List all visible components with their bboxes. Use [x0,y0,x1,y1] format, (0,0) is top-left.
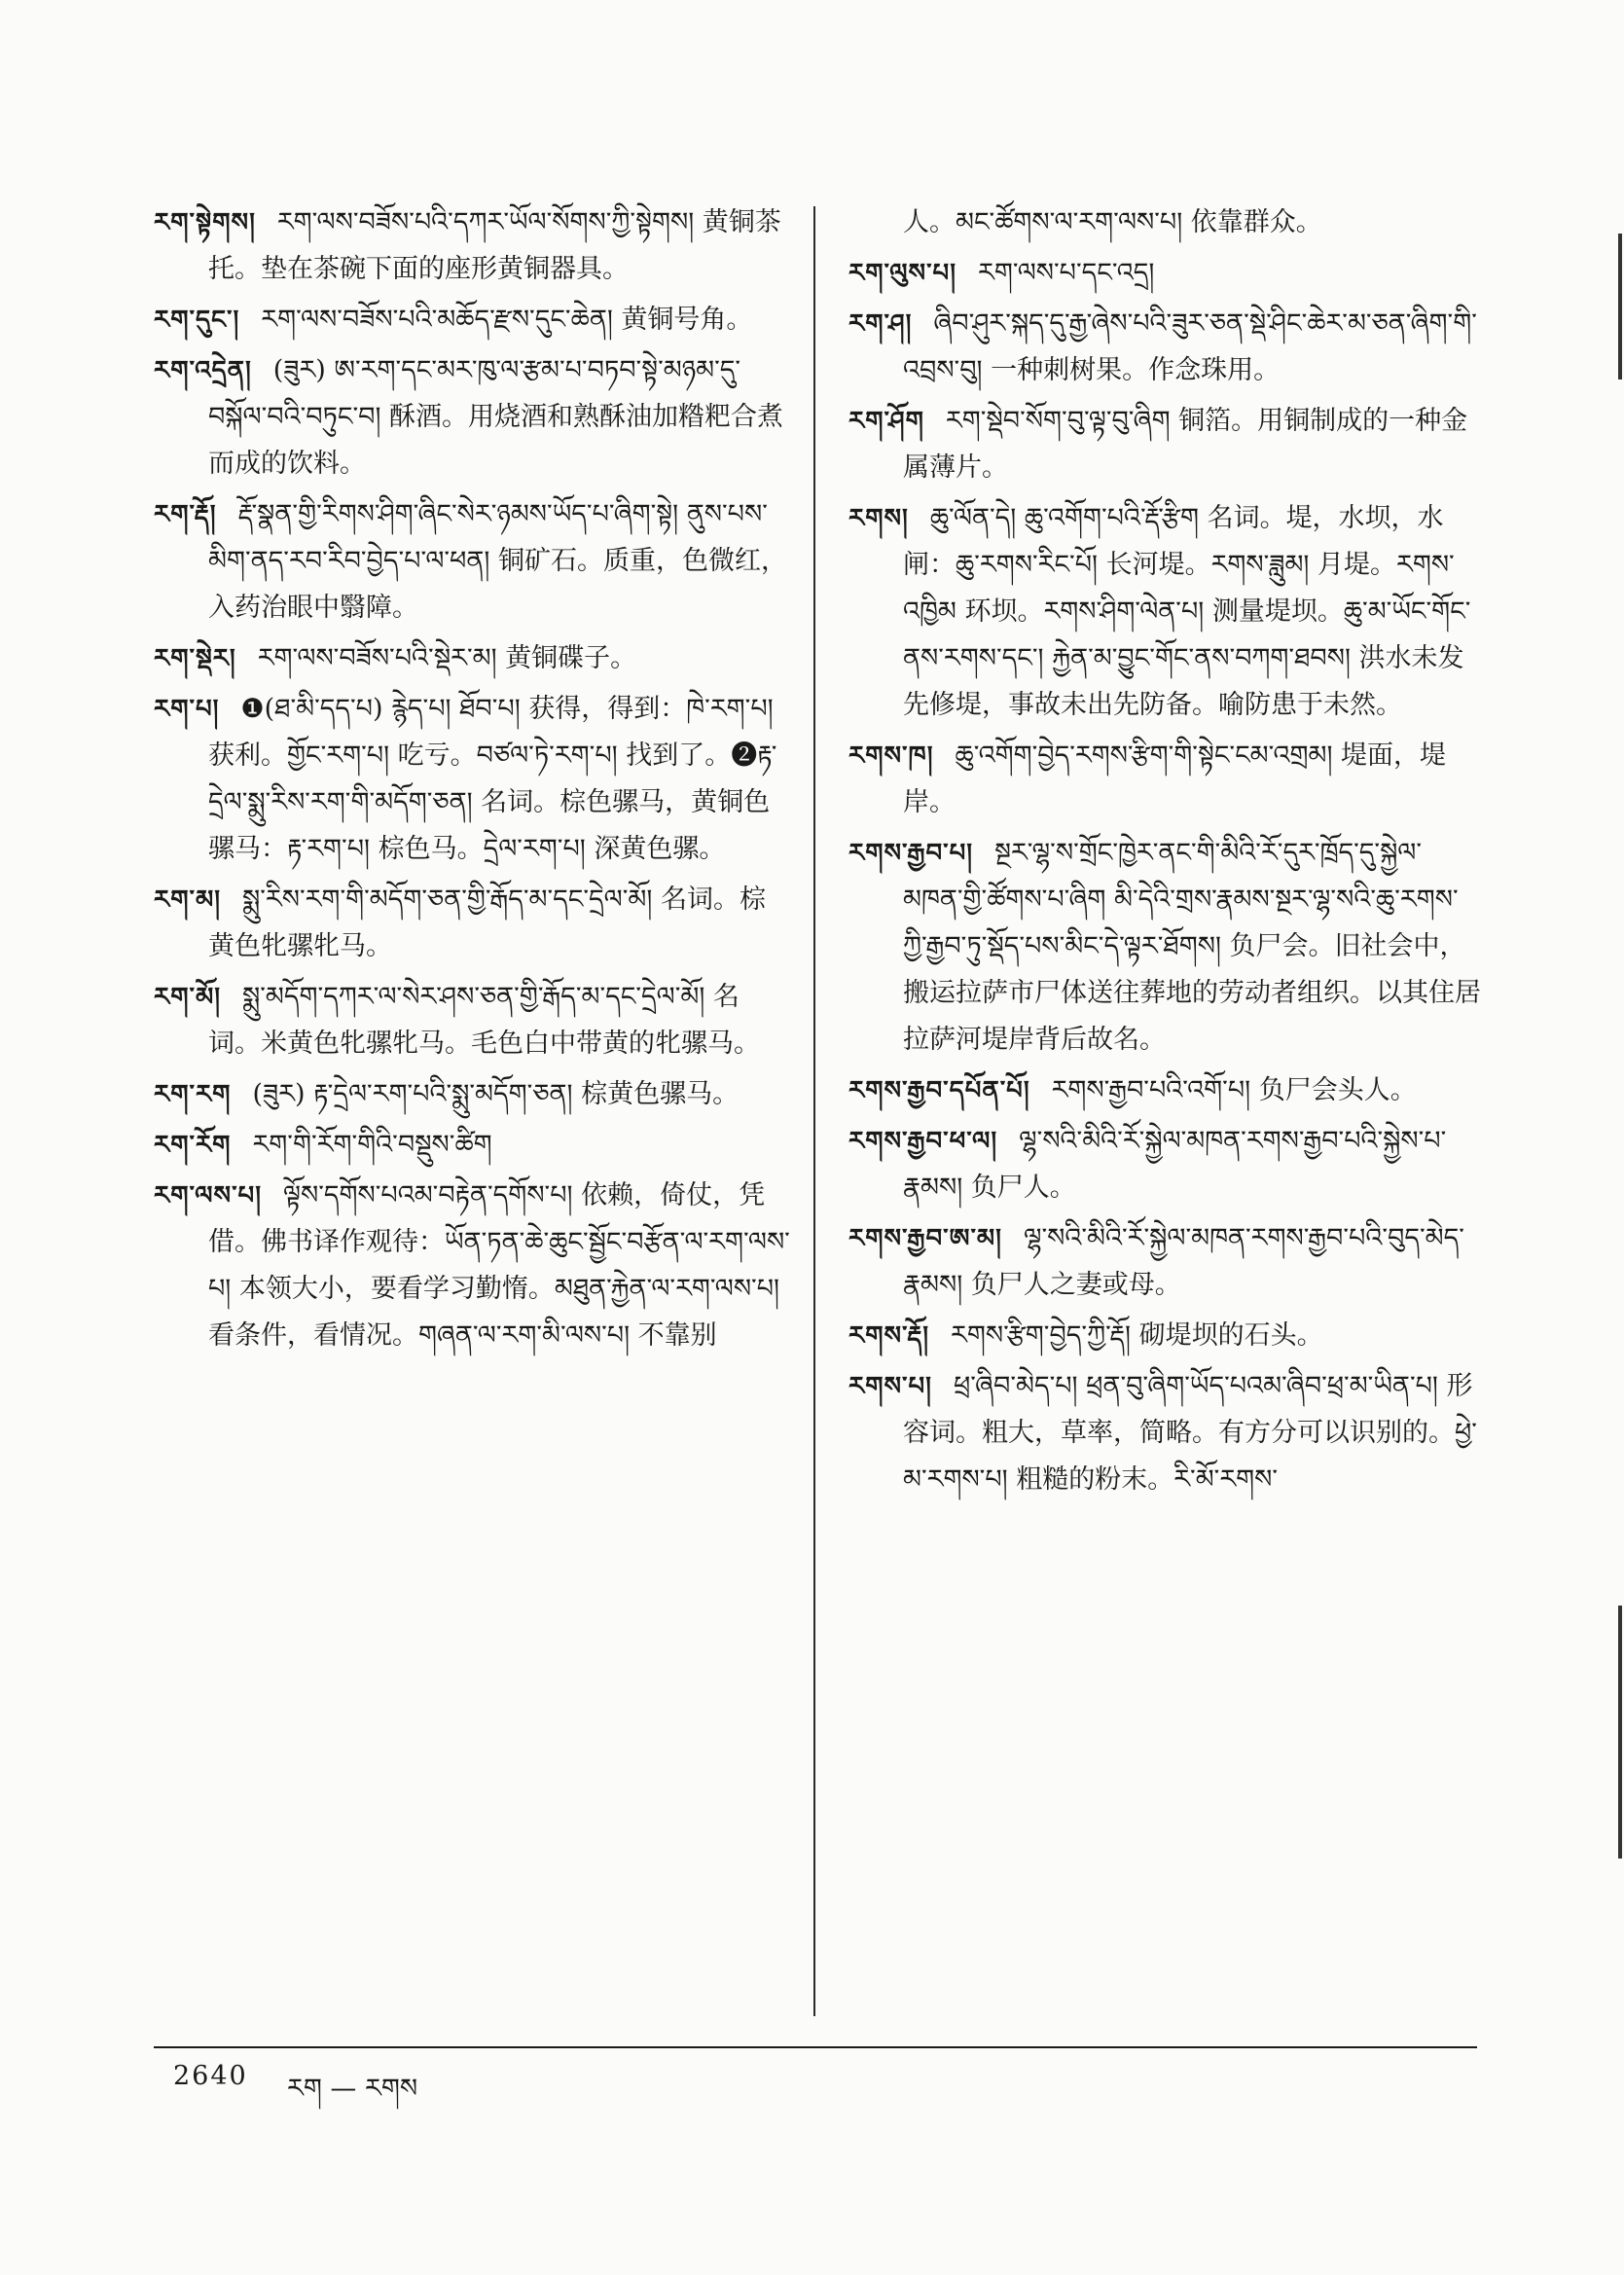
dictionary-entry [154,1071,791,1118]
page-number: 2640 [173,2061,248,2091]
dictionary-entry [848,398,1481,491]
dictionary-entry [154,347,791,488]
entry-definition: སྔར་ལྷ་ས་གྲོང་ཁྱེར་ནང་གི་མིའི་རོ་དུར་ཁྲོད་དུ་སྐྱེལ་མཁན་གྱི་ཚོགས་པ་ཞིག མི་དེའི་གྲས་རྣམས་སྔར་ལྷ་སའི་ཆུ་རགས་ཀྱི་རྒྱབ་ཏུ་སྡོད་པས་མིང་དེ་ལྟར་ཐོགས། 负尸会。旧社会中，搬运拉萨市尸体送往葬地的劳动者组织。以其住居拉萨河堤岸背后故名。 [903,838,1481,1055]
entry-headword: རགས་རྡོ། [848,1321,930,1351]
entry-headword: རག་མ། [154,885,221,915]
dictionary-entry [154,635,791,682]
dictionary-entry [848,1118,1481,1211]
entry-definition: ཆུ་འགོག་བྱེད་རགས་རྩིག་གི་སྟེང་ངམ་འགྲམ། 堤面，堤岸。 [903,740,1447,817]
dictionary-entry [154,974,791,1067]
entry-headword: རགས་ཁ། [848,741,934,771]
entry-headword: རགས་རྒྱབ་པ། [848,839,974,868]
entry-headword: རག་པ། [154,695,220,724]
dictionary-entry [848,495,1481,729]
entry-definition: ལྷ་སའི་མིའི་རོ་སྐྱེལ་མཁན་རགས་རྒྱབ་པའི་སྐྱེས་པ་རྣམས། 负尸人。 [903,1126,1447,1203]
running-head: རག — རགས [287,2074,418,2104]
entry-definition: ཆུ་ལོན་དེ། ཆུ་འགོག་པའི་རྡོ་རྩིག 名词。堤，水坝，水闸：ཆུ་རགས་རིང་པོ། 长河堤。རགས་ཟླུམ། 月堤。རགས་འཁྱིམ 环坝。རགས་ཤིག་ལེན་པ། 测量堤坝。ཆུ་མ་ཡོང་གོང་ནས་རགས་དང་། རྐྱེན་མ་བྱུང་གོང་ནས་བཀག་ཐབས། 洪水未发先修堤，事故未出先防备。喻防患于未然。 [903,503,1471,720]
entry-headword: རག་སྟེགས། [154,208,256,237]
entry-definition: རགས་རྩིག་བྱེད་ཀྱི་རྡོ། 砌堤坝的石头。 [951,1320,1323,1351]
entry-definition: རག་ལས་པ་དང་འདྲ། [978,258,1155,288]
entry-headword: རག་སྡེར། [154,644,236,673]
dictionary-entry [848,1313,1481,1359]
entry-definition: རག་སྡེབ་སོག་བུ་ལྟ་བུ་ཞིག 铜箔。用铜制成的一种金属薄片。 [903,406,1468,483]
entry-headword: རག་ལུས་པ། [848,259,956,288]
entry-definition: (ཟུར) རྟ་དྲེལ་རག་པའི་སྨུ་མདོག་ཅན། 棕黄色骡马。 [252,1079,740,1109]
dictionary-entry [848,199,1481,246]
dictionary-entry [848,830,1481,1064]
dictionary-entry [154,297,791,343]
entry-headword: རག་རག [154,1080,232,1109]
entry-headword: རག་རྡོ། [154,500,217,529]
entry-definition: ལྟོས་དགོས་པའམ་བརྟེན་དགོས་པ། 依赖，倚仗，凭借。佛书译作观待：ཡོན་ཏན་ཆེ་ཆུང་སྦྱོང་བརྩོན་ལ་རག་ལས་པ། 本领大小，要看学习勤惰。མཐུན་རྐྱེན་ལ་རག་ལས་པ། 看条件，看情况。གཞན་ལ་རག་མི་ལས་པ། 不靠别 [208,1180,790,1351]
dictionary-entry [154,686,791,873]
dictionary-entry [848,1215,1481,1309]
dictionary-entry [154,1122,791,1169]
entry-headword: རགས་རྒྱབ་དཔོན་པོ། [848,1076,1030,1105]
scan-edge-mark [1618,234,1622,379]
entry-definition: སྨུ་མདོག་དཀར་ལ་སེར་ཤས་ཅན་གྱི་རྒོད་མ་དང་དྲེལ་མོ། 名词。米黄色牝骡牝马。毛色白中带黄的牝骡马。 [208,982,760,1059]
entry-headword: རག་ལས་པ། [154,1181,262,1210]
entry-definition: སྨུ་རིས་རག་གི་མདོག་ཅན་གྱི་རྒོད་མ་དང་དྲེལ་མོ། 名词。棕黄色牝骡牝马。 [208,885,766,961]
entry-headword: རགས་རྒྱབ་ཨ་མ། [848,1224,1002,1253]
entry-headword: རགས་པ། [848,1372,932,1401]
entry-definition: རག་ལས་བཟོས་པའི་སྡེར་མ། 黄铜碟子。 [257,643,637,673]
dictionary-entry [848,1363,1481,1503]
entry-definition: རག་ལས་བཟོས་པའི་མཆོད་རྫས་དུང་ཆེན། 黄铜号角。 [261,305,753,335]
entry-headword: རགས། [848,504,909,533]
right-column [848,199,1481,1507]
dictionary-entry [848,301,1481,394]
dictionary-entry [154,877,791,970]
scan-edge-mark [1618,1606,1622,1859]
entry-definition: རག་གི་རོག་གིའི་བསྡུས་ཚིག [252,1130,492,1160]
entry-definition: ལྷ་སའི་མིའི་རོ་སྐྱེལ་མཁན་རགས་རྒྱབ་པའི་བུད་མེད་རྣམས། 负尸人之妻或母。 [903,1223,1464,1300]
entry-definition: (ཟུར) ཨ་རག་དང་མར་ཁུ་ལ་རྩམ་པ་བཏབ་སྟེ་མཉམ་དུ་བསྐོལ་བའི་བཏུང་བ། 酥酒。用烧酒和熟酥油加糌粑合煮而成的饮料。 [208,355,784,479]
entry-definition: རྡོ་སྣན་གྱི་རིགས་ཤིག་ཞིང་སེར་ཉམས་ཡོད་པ་ཞིག་སྟེ། ནུས་པས་མིག་ནད་རབ་རིབ་བྱེད་པ་ལ་ཕན། 铜矿石。质重，色微红，入药治眼中翳障。 [208,499,787,623]
entry-definition: ཕྲ་ཞིབ་མེད་པ། ཕྲན་བུ་ཞིག་ཡོད་པའམ་ཞིབ་ཕྲ་མ་ཡིན་པ། 形容词。粗大，草率，简略。有方分可以识别的。ཕྱེ་མ་རགས་པ། 粗糙的粉末。རི་མོ་རགས་ [903,1371,1477,1495]
entry-definition: 人。མང་ཚོགས་ལ་རག་ལས་པ། 依靠群众。 [903,207,1322,237]
dictionary-entry [848,733,1481,826]
dictionary-entry [154,491,791,632]
entry-headword: རག་འདྲེན། [154,356,252,385]
entry-definition: རག་ལས་བཟོས་པའི་དཀར་ཡོལ་སོགས་ཀྱི་སྟེགས། 黄铜茶托。垫在茶碗下面的座形黄铜器具。 [208,207,781,284]
column-divider [813,206,815,2016]
entry-headword: རག་ཤ། [848,309,913,339]
entry-headword: རག་ཤོག [848,407,924,436]
dictionary-entry [154,1173,791,1359]
entry-definition: རགས་རྒྱབ་པའི་འགོ་པ། 负尸会头人。 [1051,1075,1417,1105]
entry-definition: ཞིབ་ཤུར་སྐད་དུ་རྒྱ་ཞེས་པའི་ཟུར་ཅན་སྡེ་ཤིང་ཆེར་མ་ཅན་ཞིག་གི་འབྲས་བུ། 一种刺树果。作念珠用。 [903,308,1477,385]
dictionary-entry [154,199,791,293]
footer-rule [154,2046,1477,2048]
dictionary-entry [848,1067,1481,1114]
entry-definition: ❶(ཐ་མི་དད་པ) རྙེད་པ། ཐོབ་པ། 获得，得到：ཁེ་རག་པ། 获利。གྱོང་རག་པ། 吃亏。བཙལ་ཏེ་རག་པ། 找到了。❷རྟ་དྲེལ་སྨུ་རིས་རག་གི་མདོག་ཅན། 名词。棕色骡马，黄铜色骡马：རྟ་རག་པ། 棕色马。དྲེལ་རག་པ། 深黄色骡。 [208,694,777,864]
entry-headword: རགས་རྒྱབ་ཕ་ལ། [848,1127,998,1156]
dictionary-entry [848,250,1481,297]
entry-headword: རག་མོ། [154,983,221,1012]
entry-headword: རག་རོག [154,1131,232,1160]
entry-headword: རག་དུང་། [154,306,240,335]
left-column [154,199,791,1363]
